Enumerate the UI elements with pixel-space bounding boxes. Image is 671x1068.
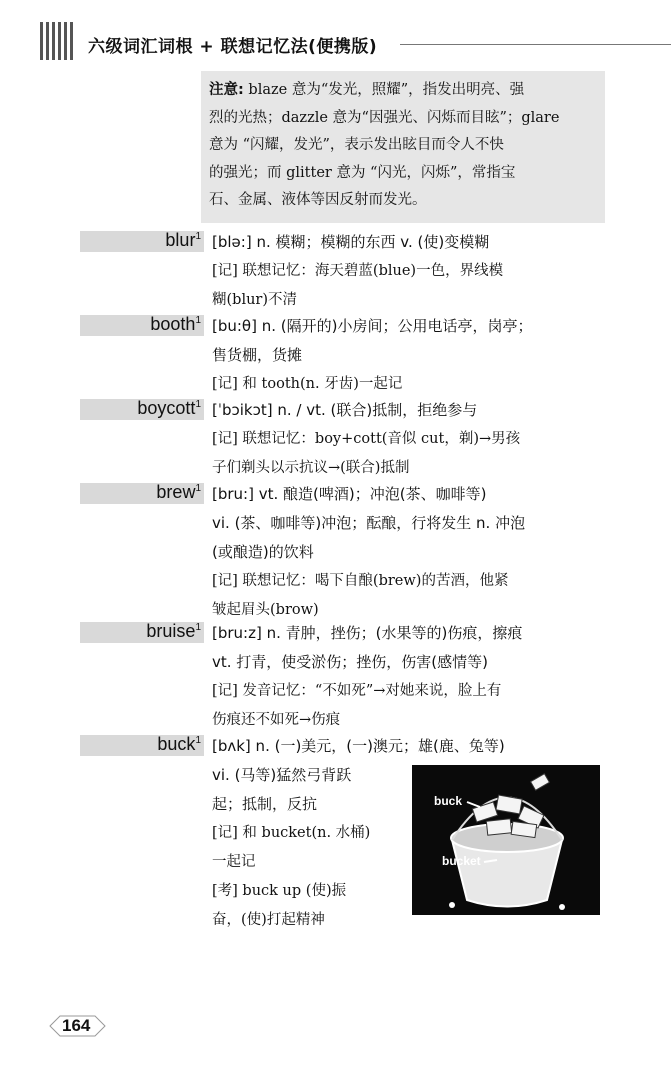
headword-bar — [80, 231, 204, 252]
headword-bar — [80, 735, 204, 756]
memory-tip-line: [记] 联想记忆：海天碧蓝(blue)一色，界线模 — [212, 263, 504, 279]
memory-tip-line: 糊(blur)不清 — [212, 292, 298, 308]
note-label: 注意: — [209, 82, 244, 98]
definition-line: vi. (马等)猛然弓背跃 — [212, 766, 352, 784]
memory-tip-line: [记] 发音记忆：“不如死”→对她来说，脸上有 — [212, 683, 502, 699]
definition-line: [bru:] vt. 酿造(啤酒)；冲泡(茶、咖啡等) — [212, 485, 487, 503]
page-number: 164 — [62, 1016, 91, 1035]
page-header — [40, 22, 671, 62]
definition-line: [bru:z] n. 青肿，挫伤；(水果等的)伤痕，擦痕 — [212, 624, 523, 642]
headword-bar — [80, 622, 204, 643]
label-bucket: bucket — [442, 854, 481, 868]
headword: boycott$^1$ — [137, 398, 201, 418]
entry-definition — [212, 619, 600, 735]
definition-line: [blə:] n. 模糊；模糊的东西 v. (使)变模糊 — [212, 233, 490, 251]
memory-tip-line: [记] 和 tooth(n. 牙齿)一起记 — [212, 376, 403, 392]
entry-definition — [212, 312, 600, 399]
memory-tip-line: 伤痕还不如死→伤痕 — [212, 712, 341, 728]
headword-bar — [80, 315, 204, 336]
entry-definition — [212, 228, 600, 315]
bucket-illustration-svg — [412, 765, 600, 915]
definition-line: [ˈbɔikɔt] n. / vt. (联合)抵制，拒绝参与 — [212, 401, 478, 419]
memory-tip-line: 皱起眉头(brow) — [212, 602, 319, 618]
headword: blur$^1$ — [165, 230, 201, 250]
exam-tip-line: 奋，(使)打起精神 — [212, 912, 325, 928]
header-stripe-mark — [40, 22, 74, 60]
definition-line: (或酿造)的饮料 — [212, 543, 314, 561]
headword: bruise$^1$ — [146, 621, 201, 641]
book-title: 六级词汇词根 + 联想记忆法(便携版) — [88, 37, 378, 57]
headword: booth$^1$ — [150, 314, 201, 334]
definition-line: [bʌk] n. (一)美元，(一)澳元；雄(鹿、兔等) — [212, 737, 505, 755]
note-line: blaze 意为“发光，照耀”，指发出明亮、强 — [243, 82, 525, 98]
buck-bucket-illustration — [412, 765, 600, 915]
entry-definition — [212, 396, 600, 483]
definition-line: vi. (茶、咖啡等)冲泡；酝酿，行将发生 n. 冲泡 — [212, 514, 526, 532]
definition-line: [bu:θ] n. (隔开的)小房间；公用电话亭，岗亭； — [212, 317, 533, 335]
headword-bar — [80, 399, 204, 420]
note-line: 烈的光热；dazzle 意为“因强光、闪烁而目眩”；glare — [209, 109, 560, 126]
memory-tip-line: [记] 联想记忆：boy+cott(音似 cut，剃)→男孩 — [212, 431, 521, 447]
memory-tip-line: [记] 联想记忆：喝下自酿(brew)的苦酒，他紧 — [212, 573, 509, 589]
note-line: 的强光；而 glitter 意为 “闪光，闪烁”，常指宝 — [209, 164, 516, 181]
headword-bar — [80, 483, 204, 504]
note-line: 意为 “闪耀，发光”，表示发出眩目而令人不快 — [209, 137, 504, 153]
memory-tip-line: [记] 和 bucket(n. 水桶) — [212, 825, 371, 841]
headword: buck$^1$ — [157, 734, 201, 754]
memory-tip-line: 子们剃头以示抗议→(联合)抵制 — [212, 460, 410, 476]
label-buck: buck — [434, 794, 463, 808]
exam-tip-line: [考] buck up (使)振 — [212, 883, 347, 899]
entry-definition — [212, 480, 600, 625]
headword: brew$^1$ — [156, 482, 201, 502]
definition-line: 售货棚，货摊 — [212, 346, 303, 364]
note-box — [201, 71, 605, 223]
page-number-badge — [40, 1014, 110, 1038]
definition-line: vt. 打青，使受淤伤；挫伤，伤害(感情等) — [212, 653, 489, 671]
memory-tip-line: 一起记 — [212, 854, 256, 870]
header-rule — [400, 44, 671, 45]
note-line: 石、金属、液体等因反射而发光。 — [209, 192, 427, 208]
definition-line: 起；抵制，反抗 — [212, 795, 318, 813]
